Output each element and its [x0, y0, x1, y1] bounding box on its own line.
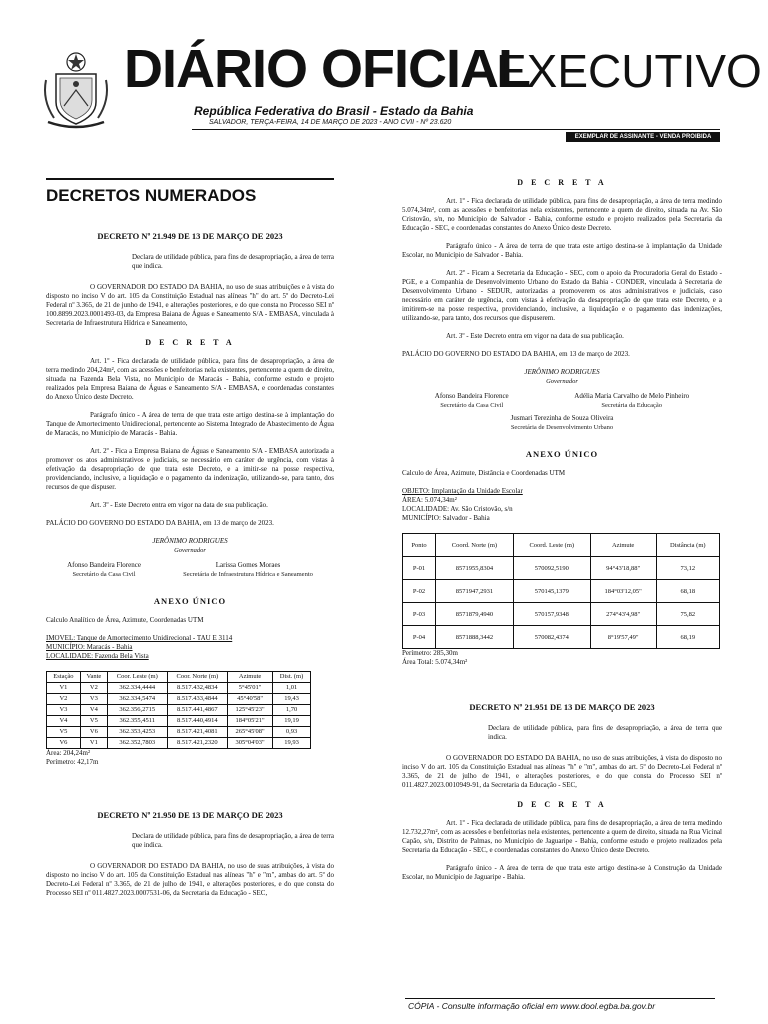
table-cell: 274°43'4,98"	[590, 603, 656, 626]
table-header: Vante	[80, 672, 107, 683]
table-cell: V4	[80, 705, 107, 716]
palacio-line: PALÁCIO DO GOVERNO DO ESTADO DA BAHIA, em 13 de março de 2023.	[46, 519, 274, 527]
section-title: DECRETOS NUMERADOS	[46, 178, 334, 206]
table-cell: V6	[80, 727, 107, 738]
governor-role: Governador	[174, 547, 206, 554]
table-cell: V2	[47, 694, 81, 705]
masthead-divider	[192, 129, 720, 130]
table-cell: 8.517.421,4081	[167, 727, 228, 738]
table-cell: 8571888,3442	[436, 626, 514, 649]
article-3: Art. 3º - Este Decreto entra em vigor na data de sua publicação.	[90, 501, 268, 509]
signatory-role: Secretária da Educação	[601, 402, 663, 409]
right-column	[402, 178, 722, 891]
table-header: Azimute	[590, 534, 656, 557]
annex-info-line: ÁREA: 5.074,34m²	[402, 496, 457, 504]
table-header: Coord. Leste (m)	[513, 534, 590, 557]
table-header: Coor. Norte (m)	[167, 672, 228, 683]
table-cell: 265°45'08"	[228, 727, 273, 738]
table-cell: 8°19'57,49"	[590, 626, 656, 649]
table-row	[47, 705, 311, 716]
table-cell: 1,01	[273, 683, 311, 694]
table-header: Azimute	[228, 672, 273, 683]
table-cell: V6	[47, 738, 81, 749]
perimeter-line: Perímetro: 285,30m	[402, 649, 458, 657]
newspaper-title: DIÁRIO OFICIAL	[124, 39, 530, 99]
decree-heading: DECRETO Nº 21.950 DE 13 DE MARÇO DE 2023	[97, 810, 283, 820]
article-1: Art. 1º - Fica declarada de utilidade pública, para fins de desapropriação, a área de terra medindo 204,24m², com as acessões e benfeitorias nela existentes, pertencente a quem de direito, situada na Fazenda Bela Vista, no Município de Maracás - Bahia, conforme estudo e projeto realizados pela Empresa Baiana de Águas e Saneamento S/A - EMBASA, e coordenadas constantes do Anexo Único deste Decreto.	[46, 357, 334, 401]
table-row	[403, 603, 720, 626]
annex-info-line: MUNICÍPIO: Salvador - Bahia	[402, 514, 490, 522]
signatory	[435, 392, 509, 410]
signatory-role: Secretário da Casa Civil	[72, 571, 136, 578]
decree-preamble: O GOVERNADOR DO ESTADO DA BAHIA, no uso de suas atribuições, à vista do disposto no inciso V do art. 105 da Constituição Estadual nas alíneas "h" e "m", ambas do art. 5º do Decreto-Lei Federal nº 3.365, de 21 de julho de 1941, e alterações posteriores, e do que consta do Processo SEI nº 011.4827.2023.0007531-06, da Secretaria da Educação - SEC,	[46, 862, 334, 897]
table-cell: V2	[80, 683, 107, 694]
coordinates-table	[46, 671, 311, 749]
masthead	[0, 0, 768, 150]
table-cell: 45°40'58"	[228, 694, 273, 705]
table-cell: V1	[80, 738, 107, 749]
table-cell: 8571879,4940	[436, 603, 514, 626]
area-total-line: Área Total: 5.074,34m²	[402, 658, 468, 666]
signatory-name: Jusmari Terezinha de Souza Oliveira	[510, 414, 614, 422]
paragraph-unico: Parágrafo único - A área de terra de que trata este artigo destina-se à implantação do Tanque de Amortecimento Unidirecional, pertencente ao Sistema Integrado de Abastecimento de Água de Maracás, no Município de Maracás - Bahia.	[46, 411, 334, 437]
governor-name: JERÔNIMO RODRIGUES	[524, 368, 600, 376]
perimeter-line: Perímetro: 42,17m	[46, 758, 99, 766]
annex-title: ANEXO ÚNICO	[525, 449, 599, 459]
table-cell: 570082,4374	[513, 626, 590, 649]
newspaper-edition-title: EXECUTIVO	[496, 45, 762, 97]
table-row	[47, 738, 311, 749]
table-header: Coor. Leste (m)	[107, 672, 167, 683]
table-cell: 73,12	[656, 557, 719, 580]
annex-info-line: LOCALIDADE: Fazenda Bela Vista	[46, 652, 149, 660]
annex-subtitle: Calculo de Área, Azimute, Distância e Coordenadas UTM	[402, 469, 566, 477]
table-cell: 362.355,4511	[107, 716, 167, 727]
table-cell: 19,43	[273, 694, 311, 705]
table-header-row	[47, 672, 311, 683]
table-cell: 0,93	[273, 727, 311, 738]
decree-ementa: Declara de utilidade pública, para fins de desapropriação, a área de terra que indica.	[132, 832, 334, 849]
decree-heading: DECRETO Nº 21.949 DE 13 DE MARÇO DE 2023	[97, 231, 283, 241]
bahia-coat-of-arms-icon	[40, 50, 112, 130]
annex-info-line: IMOVEL: Tanque de Amortecimento Unidirecional - TAU E 3114	[46, 634, 233, 642]
decree-preamble: O GOVERNADOR DO ESTADO DA BAHIA, no uso de suas atribuições, à vista do disposto no inciso V do art. 105 da Constituição Estadual nas alíneas "h" e "m", ambas do art. 5º do Decreto-Lei Federal nº 3.365, de 21 de julho de 1941, e alterações posteriores, e do que consta do Processo SEI nº 011.4827.2023.0010949-91, da Secretaria da Educação - SEC,	[402, 754, 722, 789]
signatory	[67, 561, 141, 579]
governor-role: Governador	[546, 378, 578, 385]
table-cell: 362.356,2715	[107, 705, 167, 716]
signatory	[183, 561, 313, 579]
table-cell: 5°45'01"	[228, 683, 273, 694]
table-header: Estação	[47, 672, 81, 683]
table-cell: 8571947,2931	[436, 580, 514, 603]
subscriber-banner: EXEMPLAR DE ASSINANTE - VENDA PROIBIDA	[566, 132, 720, 142]
decree-heading: DECRETO Nº 21.951 DE 13 DE MARÇO DE 2023	[469, 702, 655, 712]
table-cell: 362.334,5474	[107, 694, 167, 705]
table-cell: 8.517.440,4914	[167, 716, 228, 727]
republic-subtitle: República Federativa do Brasil - Estado da Bahia	[194, 104, 474, 118]
table-header: Distância (m)	[656, 534, 719, 557]
table-cell: 570145,1379	[513, 580, 590, 603]
table-header: Ponto	[403, 534, 436, 557]
table-cell: V4	[47, 716, 81, 727]
signatory-name: Afonso Bandeira Florence	[67, 561, 141, 569]
table-cell: 68,19	[656, 626, 719, 649]
signatory-name: Afonso Bandeira Florence	[434, 392, 509, 400]
table-cell: 184°03'12,05"	[590, 580, 656, 603]
annex-subtitle: Calculo Analítico de Área, Azimute, Coordenadas UTM	[46, 616, 204, 624]
signatory-name: Adélia Maria Carvalho de Melo Pinheiro	[574, 392, 690, 400]
decreta-heading: D E C R E T A	[145, 338, 235, 347]
table-cell: 8.517.432,4834	[167, 683, 228, 694]
signatory-role: Secretário da Casa Civil	[440, 402, 504, 409]
decreta-heading: D E C R E T A	[517, 178, 607, 187]
table-cell: 362.334,4444	[107, 683, 167, 694]
signatory-name: Larissa Gomes Moraes	[215, 561, 281, 569]
table-header: Coord. Norte (m)	[436, 534, 514, 557]
dateline: SALVADOR, TERÇA-FEIRA, 14 DE MARÇO DE 2023 - ANO CVII - Nº 23.620	[209, 119, 452, 126]
decreta-heading: D E C R E T A	[517, 800, 607, 809]
table-row	[47, 694, 311, 705]
table-cell: 570157,9348	[513, 603, 590, 626]
decree-preamble: O GOVERNADOR DO ESTADO DA BAHIA, no uso de suas atribuições e à vista do disposto no inciso V do art. 105 da Constituição Estadual nas alíneas "h" do art. 5º do Decreto-Lei Federal nº 3.365, de 21 de junho de 1941, e alterações posteriores, e do que consta no Processo SEI nº 100.8899.2023.0001493-03, da Empresa Baiana de Águas e Saneamento S/A - EMBASA, vinculada à Secretaria de Infraestrutura Hídrica e Saneamento,	[46, 283, 334, 327]
table-cell: P-04	[403, 626, 436, 649]
table-cell: 75,82	[656, 603, 719, 626]
table-cell: 125°45'23"	[228, 705, 273, 716]
table-cell: V5	[47, 727, 81, 738]
decree-ementa: Declara de utilidade pública, para fins de desapropriação, a área de terra que indica.	[488, 724, 722, 741]
signatory-role: Secretária de Desenvolvimento Urbano	[510, 424, 614, 431]
article-1: Art. 1º - Fica declarada de utilidade pública, para fins de desapropriação, a área de terra medindo 12.732,27m², com as acessões e benfeitorias nela existentes, pertencente a quem de direito, situada na Rua Vicinal Capão, s/n, Distrito de Palmas, no Município de Jaguaripe - Bahia, conforme estudo e projeto realizados pela Secretaria da Educação - SEC, e coordenadas constantes do Anexo Único deste Decreto.	[402, 819, 722, 854]
table-row	[403, 626, 720, 649]
signatories	[46, 561, 334, 579]
footer-divider	[405, 998, 715, 999]
paragraph-unico: Parágrafo único - A área de terra de que trata este artigo destina-se à Construção da Unidade Escolar, no Município de Jaguaripe - Bahia.	[402, 864, 722, 881]
table-cell: V3	[80, 694, 107, 705]
table-cell: 8.517.441,4867	[167, 705, 228, 716]
table-row	[403, 580, 720, 603]
table-row	[403, 557, 720, 580]
left-column	[46, 178, 334, 907]
article-2: Art. 2º - Ficam a Secretaria da Educação - SEC, com o apoio da Procuradoria Geral do Estado - PGE, e a Companhia de Desenvolvimento Urbano do Estado da Bahia - CONDER, vinculada à Secretaria de Desenvolvimento Urbano - SEDUR, autorizadas a promoverem os atos administrativos e judiciais, caso necessário em caráter de urgência, com vistas à efetivação da desapropriação de que trata este Decreto, e a imitirem-se na posse respectiva, providenciando, inclusive, a liquidação e o pagamento das indenizações, utilizando-se, para tanto, dos recursos que dispuserem.	[402, 269, 722, 322]
article-3: Art. 3º - Este Decreto entra em vigor na data de sua publicação.	[446, 332, 624, 340]
table-cell: 8.517.421,2320	[167, 738, 228, 749]
area-line: Área: 204,24m²	[46, 749, 91, 757]
table-cell: V1	[47, 683, 81, 694]
annex-title: ANEXO ÚNICO	[153, 596, 227, 606]
table-cell: 19,93	[273, 738, 311, 749]
palacio-line: PALÁCIO DO GOVERNO DO ESTADO DA BAHIA, em 13 de março de 2023.	[402, 350, 630, 358]
signatories	[402, 392, 722, 410]
table-cell: P-03	[403, 603, 436, 626]
table-cell: 1,70	[273, 705, 311, 716]
table-header: Dist. (m)	[273, 672, 311, 683]
table-cell: 8.517.433,4844	[167, 694, 228, 705]
table-cell: 184°05'21"	[228, 716, 273, 727]
table-cell: 68,18	[656, 580, 719, 603]
article-1: Art. 1º - Fica declarada de utilidade pública, para fins de desapropriação, a área de terra medindo 5.074,34m², com as acessões e benfeitorias nela existentes, pertencente a quem de direito, situada na Av. São Cristovão, s/n, no Município de Salvador - Bahia, conforme estudo e projeto realizados pela Secretaria da Educação - SEC, e coordenadas constantes do Anexo Único deste Decreto.	[402, 197, 722, 232]
table-header-row	[403, 534, 720, 557]
table-cell: V5	[80, 716, 107, 727]
table-cell: V3	[47, 705, 81, 716]
table-cell: P-02	[403, 580, 436, 603]
article-2: Art. 2º - Fica a Empresa Baiana de Águas e Saneamento S/A - EMBASA autorizada a promover os atos administrativos e judiciais, se necessário em caráter de urgência, com vistas à efetivação da desapropriação de que trata este Decreto, e a imitir-se na posse respectiva, providenciando, inclusive, a liquidação e o pagamento da indenização, utilizando-se, para tanto, dos recursos de que dispuser.	[46, 447, 334, 491]
annex-info-line: LOCALIDADE: Av. São Cristovão, s/n	[402, 505, 513, 513]
table-cell: 305°04'03"	[228, 738, 273, 749]
table-cell: 362.353,4253	[107, 727, 167, 738]
table-cell: 94°43'18,88"	[590, 557, 656, 580]
table-cell: 8571955,8304	[436, 557, 514, 580]
table-row	[47, 716, 311, 727]
table-cell: 362.352,7803	[107, 738, 167, 749]
annex-info-line: OBJETO: Implantação da Unidade Escolar	[402, 487, 523, 495]
signatory	[402, 414, 722, 432]
decree-ementa: Declara de utilidade pública, para fins de desapropriação, a área de terra que indica.	[132, 253, 334, 270]
annex-info-line: MUNICÍPIO: Maracás - Bahia	[46, 643, 133, 651]
table-row	[47, 683, 311, 694]
table-cell: 570092,5190	[513, 557, 590, 580]
signatory-role: Secretária de Infraestrutura Hídrica e Saneamento	[183, 571, 313, 578]
footer-note: CÓPIA - Consulte informação oficial em www.dool.egba.ba.gov.br	[408, 1001, 656, 1011]
table-cell: 19,19	[273, 716, 311, 727]
signatory	[574, 392, 689, 410]
coordinates-table	[402, 533, 720, 649]
table-cell: P-01	[403, 557, 436, 580]
table-row	[47, 727, 311, 738]
paragraph-unico: Parágrafo único - A área de terra de que trata este artigo destina-se à implantação da Unidade Escolar, no Município de Salvador - Bahia.	[402, 242, 722, 259]
governor-name: JERÔNIMO RODRIGUES	[152, 537, 228, 545]
